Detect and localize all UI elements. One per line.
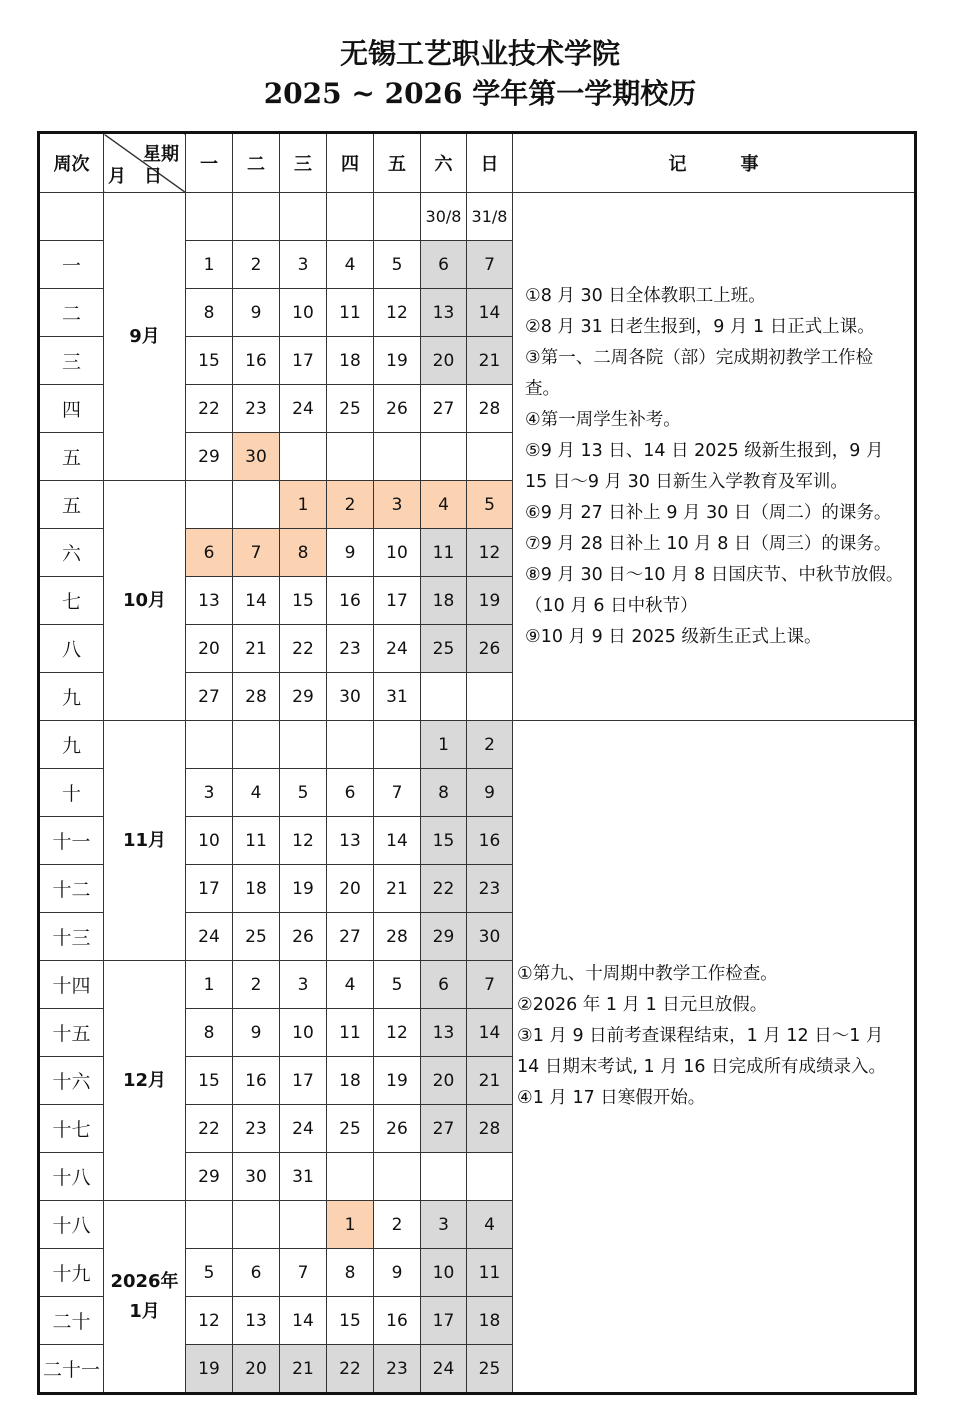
rest-day-cell: 6 [421,241,467,289]
day-cell: 10 [280,1009,327,1057]
day-cell: 24 [280,385,327,433]
day-cell: 23 [233,385,280,433]
day-cell: 16 [327,577,374,625]
day-cell [280,193,327,241]
rest-day-cell: 8 [421,769,467,817]
week-number: 十七 [39,1105,104,1153]
day-cell: 23 [327,625,374,673]
rest-day-cell: 20 [421,1057,467,1105]
day-cell: 27 [421,385,467,433]
day-cell: 11 [233,817,280,865]
day-cell [327,193,374,241]
holiday-day-cell: 4 [421,481,467,529]
week-number: 一 [39,241,104,289]
day-cell [327,433,374,481]
school-calendar-table [37,131,917,1395]
day-cell: 25 [327,1105,374,1153]
day-cell: 1 [186,961,233,1009]
day-cell: 2 [374,1201,421,1249]
day-cell: 26 [374,385,421,433]
day-cell: 29 [186,1153,233,1201]
day-cell: 27 [186,673,233,721]
week-number: 十六 [39,1057,104,1105]
day-cell: 28 [467,385,513,433]
day-cell [186,721,233,769]
day-cell: 11 [327,1009,374,1057]
weekday-header: 三 [280,133,327,193]
day-cell: 18 [327,337,374,385]
holiday-day-cell: 30 [233,433,280,481]
day-cell: 9 [327,529,374,577]
month-label: 10月 [104,481,186,721]
rest-day-cell: 20 [233,1345,280,1394]
day-cell: 5 [280,769,327,817]
rest-day-cell: 21 [280,1345,327,1394]
rest-day-cell: 14 [467,289,513,337]
week-number: 五 [39,481,104,529]
title-term: 2025 ~ 2026 学年第一学期校历 [263,77,697,110]
rest-day-cell: 16 [467,817,513,865]
holiday-day-cell: 1 [327,1201,374,1249]
notes-header: 记 事 [513,133,916,193]
rest-day-cell: 1 [421,721,467,769]
rest-day-cell: 20 [421,337,467,385]
day-cell: 27 [327,913,374,961]
week-number: 四 [39,385,104,433]
note-item: ③第一、二周各院（部）完成期初教学工作检查。 [525,348,874,399]
day-cell [374,433,421,481]
rest-day-cell: 30 [467,913,513,961]
rest-day-cell: 21 [467,1057,513,1105]
note-item: ⑨10 月 9 日 2025 级新生正式上课。 [525,627,822,647]
day-cell: 15 [186,1057,233,1105]
day-cell: 6 [327,769,374,817]
rest-day-cell: 11 [421,529,467,577]
rest-day-cell: 22 [421,865,467,913]
day-cell: 29 [280,673,327,721]
rest-day-cell: 17 [421,1297,467,1345]
rest-day-cell: 7 [467,961,513,1009]
day-cell: 25 [233,913,280,961]
note-item: ④1 月 17 日寒假开始。 [517,1088,706,1108]
day-cell: 15 [186,337,233,385]
day-cell: 15 [280,577,327,625]
rest-day-cell: 23 [467,865,513,913]
weekday-header: 一 [186,133,233,193]
weekday-header: 日 [467,133,513,193]
holiday-day-cell: 5 [467,481,513,529]
day-cell: 12 [374,289,421,337]
week-number: 十四 [39,961,104,1009]
week-header: 周次 [39,133,104,193]
day-cell [327,1153,374,1201]
day-cell: 6 [233,1249,280,1297]
week-number: 十八 [39,1153,104,1201]
week-number: 十八 [39,1201,104,1249]
rest-day-cell: 23 [374,1345,421,1394]
rest-day-cell: 15 [421,817,467,865]
day-cell: 30 [327,673,374,721]
rest-day-cell: 19 [186,1345,233,1394]
day-cell: 4 [327,241,374,289]
holiday-day-cell: 7 [233,529,280,577]
day-cell: 28 [374,913,421,961]
note-item: ③1 月 9 日前考查课程结束，1 月 12 日～1 月 14 日期末考试, 1 月 16 日完成所有成绩录入。 [517,1026,887,1077]
day-cell: 3 [280,961,327,1009]
day-cell: 8 [186,289,233,337]
day-cell: 9 [233,1009,280,1057]
weekday-header: 六 [421,133,467,193]
day-cell: 31 [280,1153,327,1201]
month-label: 12月 [104,961,186,1201]
day-cell: 31 [374,673,421,721]
week-number: 二 [39,289,104,337]
rest-day-cell: 28 [467,1105,513,1153]
day-cell: 22 [186,385,233,433]
holiday-day-cell: 2 [327,481,374,529]
day-cell: 14 [233,577,280,625]
day-cell: 5 [374,961,421,1009]
day-cell: 4 [327,961,374,1009]
rest-day-cell: 22 [327,1345,374,1394]
rest-day-cell: 14 [467,1009,513,1057]
day-cell: 25 [327,385,374,433]
note-item: ⑦9 月 28 日补上 10 月 8 日（周三）的课务。 [525,534,892,554]
day-cell [374,193,421,241]
month-day-label: 月 日 [108,166,162,187]
day-cell: 18 [327,1057,374,1105]
note-item: ⑥9 月 27 日补上 9 月 30 日（周二）的课务。 [525,503,892,523]
rest-day-cell: 13 [421,1009,467,1057]
day-cell [374,1153,421,1201]
notes-cell [513,721,916,1394]
day-cell: 5 [186,1249,233,1297]
day-cell [280,433,327,481]
day-cell [327,721,374,769]
rest-day-cell: 10 [421,1249,467,1297]
day-cell: 3 [186,769,233,817]
rest-day-cell: 3 [421,1201,467,1249]
day-cell: 7 [280,1249,327,1297]
holiday-day-cell: 1 [280,481,327,529]
day-cell: 17 [186,865,233,913]
day-cell: 2 [233,241,280,289]
day-cell [280,721,327,769]
day-cell: 12 [280,817,327,865]
day-cell: 20 [327,865,374,913]
day-cell: 21 [374,865,421,913]
week-number: 九 [39,673,104,721]
weekday-header: 二 [233,133,280,193]
day-cell [467,433,513,481]
notes-cell [513,193,916,721]
day-cell [233,193,280,241]
header-row [39,133,916,193]
week-row [39,193,916,241]
day-cell: 8 [327,1249,374,1297]
week-number [39,193,104,241]
day-cell: 22 [280,625,327,673]
week-number: 三 [39,337,104,385]
day-cell: 5 [374,241,421,289]
week-number: 十一 [39,817,104,865]
weekday-month-header [104,133,186,193]
week-number: 六 [39,529,104,577]
week-number: 二十一 [39,1345,104,1394]
month-label: 9月 [104,193,186,481]
week-number: 七 [39,577,104,625]
holiday-day-cell: 6 [186,529,233,577]
rest-day-cell: 13 [421,289,467,337]
month-label: 2026年 1月 [104,1201,186,1394]
week-number: 十三 [39,913,104,961]
note-item: ①8 月 30 日全体教职工上班。 [525,286,766,306]
day-cell [421,433,467,481]
day-cell [421,1153,467,1201]
day-cell: 29 [186,433,233,481]
day-cell: 10 [374,529,421,577]
day-cell [186,481,233,529]
note-item: ②8 月 31 日老生报到，9 月 1 日正式上课。 [525,317,875,337]
week-number: 八 [39,625,104,673]
rest-day-cell: 12 [467,529,513,577]
rest-day-cell: 27 [421,1105,467,1153]
rest-day-cell: 2 [467,721,513,769]
week-number: 十二 [39,865,104,913]
day-cell: 8 [186,1009,233,1057]
day-cell: 24 [186,913,233,961]
day-cell: 19 [374,337,421,385]
day-cell: 16 [374,1297,421,1345]
note-item: ①第九、十周期中教学工作检查。 [517,964,778,984]
day-cell: 30 [233,1153,280,1201]
day-cell: 17 [280,337,327,385]
note-item: ⑤9 月 13 日、14 日 2025 级新生报到，9 月 15 日～9 月 30 日新生入学教育及军训。 [525,441,884,492]
rest-day-cell: 7 [467,241,513,289]
day-cell: 14 [374,817,421,865]
rest-day-cell: 29 [421,913,467,961]
note-item: ④第一周学生补考。 [525,410,681,430]
day-cell: 15 [327,1297,374,1345]
day-cell: 10 [186,817,233,865]
rest-day-cell: 25 [467,1345,513,1394]
rest-day-cell: 21 [467,337,513,385]
day-cell: 26 [374,1105,421,1153]
day-cell: 28 [233,673,280,721]
month-label: 11月 [104,721,186,961]
day-cell: 21 [233,625,280,673]
day-cell: 13 [233,1297,280,1345]
day-cell [233,1201,280,1249]
day-cell: 18 [233,865,280,913]
day-cell: 1 [186,241,233,289]
day-cell: 4 [233,769,280,817]
day-cell [421,673,467,721]
week-number: 二十 [39,1297,104,1345]
day-cell [467,1153,513,1201]
day-cell: 16 [233,1057,280,1105]
day-cell [233,721,280,769]
holiday-day-cell: 3 [374,481,421,529]
day-cell: 13 [327,817,374,865]
week-number: 十九 [39,1249,104,1297]
day-cell: 20 [186,625,233,673]
week-number: 五 [39,433,104,481]
page-title [0,34,960,114]
day-cell: 11 [327,289,374,337]
day-cell [467,673,513,721]
weekday-header: 五 [374,133,421,193]
rest-day-cell: 25 [421,625,467,673]
day-cell: 17 [280,1057,327,1105]
day-cell: 13 [186,577,233,625]
rest-day-cell: 24 [421,1345,467,1394]
day-cell: 16 [233,337,280,385]
rest-day-cell: 19 [467,577,513,625]
day-cell: 31/8 [467,193,513,241]
note-item: ②2026 年 1 月 1 日元旦放假。 [517,995,768,1015]
title-school: 无锡工艺职业技术学院 [339,37,620,70]
day-cell: 2 [233,961,280,1009]
day-cell: 23 [233,1105,280,1153]
holiday-day-cell: 8 [280,529,327,577]
week-row [39,721,916,769]
rest-day-cell: 6 [421,961,467,1009]
day-cell: 7 [374,769,421,817]
day-cell: 9 [233,289,280,337]
day-cell: 10 [280,289,327,337]
day-cell: 9 [374,1249,421,1297]
day-cell [374,721,421,769]
day-cell [186,1201,233,1249]
weekday-header: 四 [327,133,374,193]
week-number: 十五 [39,1009,104,1057]
rest-day-cell: 11 [467,1249,513,1297]
day-cell: 19 [374,1057,421,1105]
weekday-label: 星期 [143,144,179,165]
day-cell: 24 [374,625,421,673]
day-cell: 24 [280,1105,327,1153]
day-cell: 12 [374,1009,421,1057]
day-cell: 12 [186,1297,233,1345]
day-cell: 19 [280,865,327,913]
day-cell: 17 [374,577,421,625]
day-cell: 22 [186,1105,233,1153]
week-number: 十 [39,769,104,817]
day-cell [280,1201,327,1249]
day-cell: 30/8 [421,193,467,241]
rest-day-cell: 18 [467,1297,513,1345]
day-cell [186,193,233,241]
note-item: ⑧9 月 30 日～10 月 8 日国庆节、中秋节放假。（10 月 6 日中秋节） [525,565,904,616]
week-number: 九 [39,721,104,769]
rest-day-cell: 18 [421,577,467,625]
rest-day-cell: 26 [467,625,513,673]
day-cell: 26 [280,913,327,961]
day-cell: 3 [280,241,327,289]
day-cell: 14 [280,1297,327,1345]
rest-day-cell: 4 [467,1201,513,1249]
day-cell [233,481,280,529]
rest-day-cell: 9 [467,769,513,817]
